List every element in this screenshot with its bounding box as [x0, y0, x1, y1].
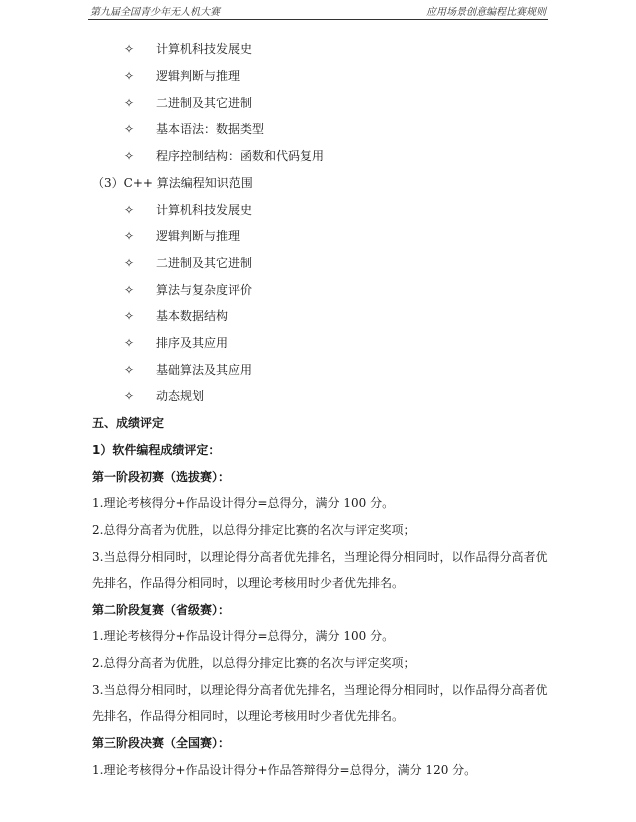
- diamond-bullet-icon: ✧: [124, 309, 135, 323]
- list-item: ✧ 程序控制结构：函数和代码复用: [124, 149, 325, 163]
- list-item: ✧ 基本语法：数据类型: [124, 122, 265, 136]
- stage-1-item-3-line-2: 先排名，作品得分相同时，以理论考核用时少者优先排名。: [92, 576, 405, 590]
- diamond-bullet-icon: ✧: [124, 229, 135, 243]
- list-item: ✧ 基本数据结构: [124, 309, 229, 323]
- diamond-bullet-icon: ✧: [124, 336, 135, 350]
- page-header: [88, 0, 548, 20]
- diamond-bullet-icon: ✧: [124, 122, 135, 136]
- stage-2-item-1: 1.理论考核得分+作品设计得分=总得分，满分 100 分。: [92, 629, 395, 643]
- list-item: ✧ 二进制及其它进制: [124, 256, 253, 270]
- stage-1-item-3-line-1: 3.当总得分相同时，以理论得分高者优先排名，当理论得分相同时，以作品得分高者优: [92, 550, 548, 564]
- list-item: ✧ 计算机科技发展史: [124, 203, 253, 217]
- list-item: ✧ 排序及其应用: [124, 336, 229, 350]
- stage-1-item-1: 1.理论考核得分+作品设计得分=总得分，满分 100 分。: [92, 496, 395, 510]
- list-item: ✧ 动态规划: [124, 389, 205, 403]
- list-item: ✧ 算法与复杂度评价: [124, 283, 253, 297]
- header-doc-title: 应用场景创意编程比赛规则: [426, 7, 546, 18]
- stage-3-item-1: 1.理论考核得分+作品设计得分+作品答辩得分=总得分，满分 120 分。: [92, 763, 477, 777]
- diamond-bullet-icon: ✧: [124, 69, 135, 83]
- diamond-bullet-icon: ✧: [124, 42, 135, 56]
- cpp-heading: （3）C++ 算法编程知识范围: [92, 176, 253, 190]
- diamond-bullet-icon: ✧: [124, 283, 135, 297]
- diamond-bullet-icon: ✧: [124, 149, 135, 163]
- list-item: ✧ 逻辑判断与推理: [124, 229, 241, 243]
- list-item: ✧ 基础算法及其应用: [124, 363, 253, 377]
- header-event-title: 第九届全国青少年无人机大赛: [90, 7, 220, 18]
- diamond-bullet-icon: ✧: [124, 256, 135, 270]
- stage-1-item-2: 2.总得分高者为优胜，以总得分排定比赛的名次与评定奖项；: [92, 523, 416, 537]
- diamond-bullet-icon: ✧: [124, 363, 135, 377]
- software-score-title: 1）软件编程成绩评定：: [92, 443, 221, 457]
- stage-2-item-2: 2.总得分高者为优胜，以总得分排定比赛的名次与评定奖项；: [92, 656, 416, 670]
- diamond-bullet-icon: ✧: [124, 389, 135, 403]
- stage-2-item-3-line-1: 3.当总得分相同时，以理论得分高者优先排名，当理论得分相同时，以作品得分高者优: [92, 683, 548, 697]
- stage-3-title: 第三阶段决赛（全国赛）：: [92, 736, 231, 750]
- stage-2-item-3-line-2: 先排名，作品得分相同时，以理论考核用时少者优先排名。: [92, 709, 405, 723]
- diamond-bullet-icon: ✧: [124, 96, 135, 110]
- stage-2-title: 第二阶段复赛（省级赛）：: [92, 603, 231, 617]
- list-item: ✧ 计算机科技发展史: [124, 42, 253, 56]
- diamond-bullet-icon: ✧: [124, 203, 135, 217]
- list-item: ✧ 逻辑判断与推理: [124, 69, 241, 83]
- list-item: ✧ 二进制及其它进制: [124, 96, 253, 110]
- section-5-title: 五、成绩评定: [92, 416, 165, 430]
- stage-1-title: 第一阶段初赛（选拔赛）：: [92, 470, 231, 484]
